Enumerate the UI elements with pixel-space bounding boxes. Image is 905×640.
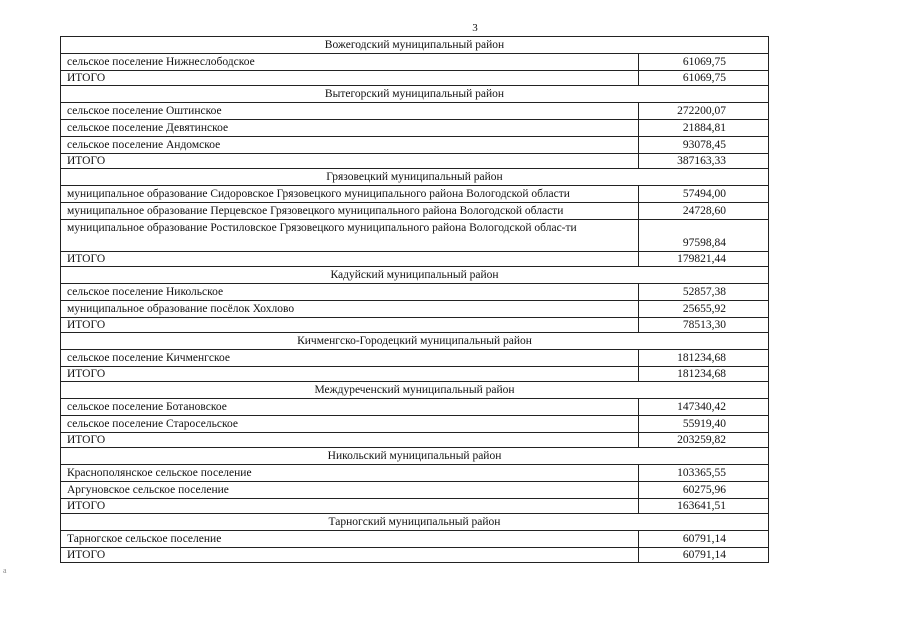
settlement-name: сельское поселение Нижнеслободское — [61, 54, 639, 71]
total-amount: 60791,14 — [639, 548, 769, 563]
district-header-row — [61, 37, 769, 54]
total-label: ИТОГО — [61, 548, 639, 563]
total-label: ИТОГО — [61, 433, 639, 448]
settlement-amount: 272200,07 — [639, 103, 769, 120]
total-amount: 179821,44 — [639, 252, 769, 267]
settlement-row — [61, 203, 769, 220]
settlement-name: сельское поселение Девятинское — [61, 120, 639, 137]
settlement-name: муниципальное образование Ростиловское Грязовецкого муниципального района Вологодской облас-ти — [61, 220, 639, 252]
district-header-row — [61, 86, 769, 103]
settlement-name: Краснополянское сельское поселение — [61, 465, 639, 482]
settlement-name: сельское поселение Старосельское — [61, 416, 639, 433]
district-title: Вытегорский муниципальный район — [61, 86, 769, 103]
settlement-amount: 61069,75 — [639, 54, 769, 71]
total-amount: 387163,33 — [639, 154, 769, 169]
margin-mark: a — [3, 566, 7, 575]
total-row — [61, 433, 769, 448]
total-row — [61, 252, 769, 267]
total-amount: 61069,75 — [639, 71, 769, 86]
total-amount: 181234,68 — [639, 367, 769, 382]
settlement-amount: 181234,68 — [639, 350, 769, 367]
district-title: Кадуйский муниципальный район — [61, 267, 769, 284]
settlement-name: сельское поселение Ботановское — [61, 399, 639, 416]
settlement-row — [61, 301, 769, 318]
settlement-amount: 60791,14 — [639, 531, 769, 548]
district-header-row — [61, 333, 769, 350]
settlement-name: муниципальное образование Перцевское Грязовецкого муниципального района Вологодской области — [61, 203, 639, 220]
total-row — [61, 367, 769, 382]
district-header-row — [61, 448, 769, 465]
district-title: Никольский муниципальный район — [61, 448, 769, 465]
total-row — [61, 548, 769, 563]
district-header-row — [61, 514, 769, 531]
budget-allocation-table — [60, 36, 769, 563]
district-title: Вожегодский муниципальный район — [61, 37, 769, 54]
total-row — [61, 71, 769, 86]
district-title: Междуреченский муниципальный район — [61, 382, 769, 399]
settlement-row — [61, 399, 769, 416]
settlement-name: Тарногское сельское поселение — [61, 531, 639, 548]
settlement-amount: 103365,55 — [639, 465, 769, 482]
district-header-row — [61, 267, 769, 284]
settlement-amount: 57494,00 — [639, 186, 769, 203]
settlement-name: сельское поселение Кичменгское — [61, 350, 639, 367]
settlement-amount: 55919,40 — [639, 416, 769, 433]
district-header-row — [61, 382, 769, 399]
settlement-row — [61, 465, 769, 482]
district-header-row — [61, 169, 769, 186]
total-label: ИТОГО — [61, 154, 639, 169]
total-label: ИТОГО — [61, 367, 639, 382]
settlement-row — [61, 103, 769, 120]
settlement-amount: 21884,81 — [639, 120, 769, 137]
total-label: ИТОГО — [61, 252, 639, 267]
settlement-row — [61, 482, 769, 499]
total-row — [61, 499, 769, 514]
settlement-row — [61, 120, 769, 137]
settlement-name: муниципальное образование посёлок Хохлово — [61, 301, 639, 318]
total-amount: 203259,82 — [639, 433, 769, 448]
district-title: Грязовецкий муниципальный район — [61, 169, 769, 186]
total-amount: 163641,51 — [639, 499, 769, 514]
settlement-name: сельское поселение Андомское — [61, 137, 639, 154]
settlement-amount: 93078,45 — [639, 137, 769, 154]
total-amount: 78513,30 — [639, 318, 769, 333]
settlement-row — [61, 137, 769, 154]
page-number: 3 — [472, 22, 478, 34]
settlement-amount: 24728,60 — [639, 203, 769, 220]
settlement-amount: 147340,42 — [639, 399, 769, 416]
settlement-row — [61, 284, 769, 301]
total-label: ИТОГО — [61, 71, 639, 86]
settlement-name: муниципальное образование Сидоровское Грязовецкого муниципального района Вологодской области — [61, 186, 639, 203]
settlement-name: сельское поселение Оштинское — [61, 103, 639, 120]
total-row — [61, 318, 769, 333]
settlement-amount: 52857,38 — [639, 284, 769, 301]
settlement-row — [61, 531, 769, 548]
settlement-amount: 60275,96 — [639, 482, 769, 499]
total-label: ИТОГО — [61, 318, 639, 333]
settlement-row — [61, 416, 769, 433]
total-label: ИТОГО — [61, 499, 639, 514]
settlement-name: сельское поселение Никольское — [61, 284, 639, 301]
settlement-row — [61, 220, 769, 252]
district-title: Тарногский муниципальный район — [61, 514, 769, 531]
settlement-amount: 97598,84 — [639, 220, 769, 252]
settlement-amount: 25655,92 — [639, 301, 769, 318]
settlement-name: Аргуновское сельское поселение — [61, 482, 639, 499]
district-title: Кичменгско-Городецкий муниципальный район — [61, 333, 769, 350]
settlement-row — [61, 54, 769, 71]
table-body — [61, 37, 769, 563]
total-row — [61, 154, 769, 169]
settlement-row — [61, 350, 769, 367]
settlement-row — [61, 186, 769, 203]
